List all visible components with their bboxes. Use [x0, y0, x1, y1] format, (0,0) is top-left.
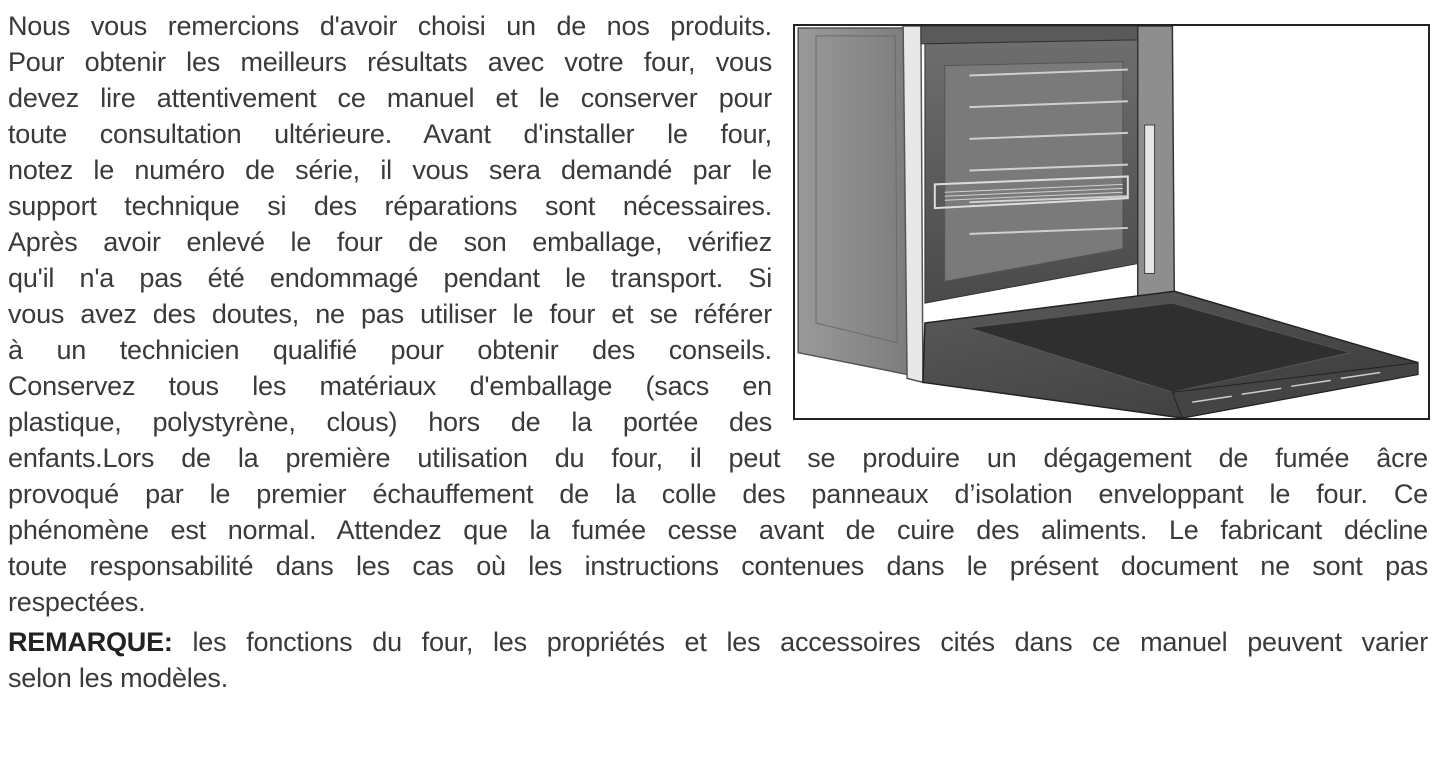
text-line: à un technicien qualifié pour obtenir des conseils.: [8, 335, 772, 365]
note-text: les fonctions du four, les propriétés et les accessoires cités dans ce manuel peuvent varier: [172, 627, 1428, 657]
text-line: support technique si des réparations sont nécessaires.: [8, 191, 772, 221]
text-line: qu'il n'a pas été endommagé pendant le transport. Si: [8, 263, 772, 293]
text-line: enfants.Lors de la première utilisation du four, il peut se produire un dégagement de fumée âcre: [8, 443, 1428, 473]
text-line: vous avez des doutes, ne pas utiliser le four et se référer: [8, 299, 772, 329]
text-line: respectées.: [8, 587, 146, 617]
note-line: [8, 622, 1428, 662]
oven-open-door-icon: [795, 26, 1428, 418]
text-line: Après avoir enlevé le four de son emballage, vérifiez: [8, 227, 772, 257]
text-line: toute responsabilité dans les cas où les instructions contenues dans le présent document ne sont pas: [8, 551, 1428, 581]
text-line: provoqué par le premier échauffement de la colle des panneaux d’isolation enveloppant le four. Ce: [8, 479, 1428, 509]
text-line: phénomène est normal. Attendez que la fumée cesse avant de cuire des aliments. Le fabricant décline: [8, 515, 1428, 545]
note-line-2: selon les modèles.: [8, 663, 229, 693]
text-line: Nous vous remercions d'avoir choisi un de nos produits.: [8, 11, 772, 41]
text-line: devez lire attentivement ce manuel et le conserver pour: [8, 83, 772, 113]
text-line: Conservez tous les matériaux d'emballage (sacs en: [8, 371, 772, 401]
text-line: Pour obtenir les meilleurs résultats avec votre four, vous: [8, 47, 772, 77]
text-line: toute consultation ultérieure. Avant d'installer le four,: [8, 119, 772, 149]
note-label: REMARQUE:: [8, 627, 173, 657]
text-line: plastique, polystyrène, clous) hors de la portée des: [8, 407, 772, 437]
oven-figure: [793, 24, 1430, 420]
text-line: notez le numéro de série, il vous sera demandé par le: [8, 155, 772, 185]
